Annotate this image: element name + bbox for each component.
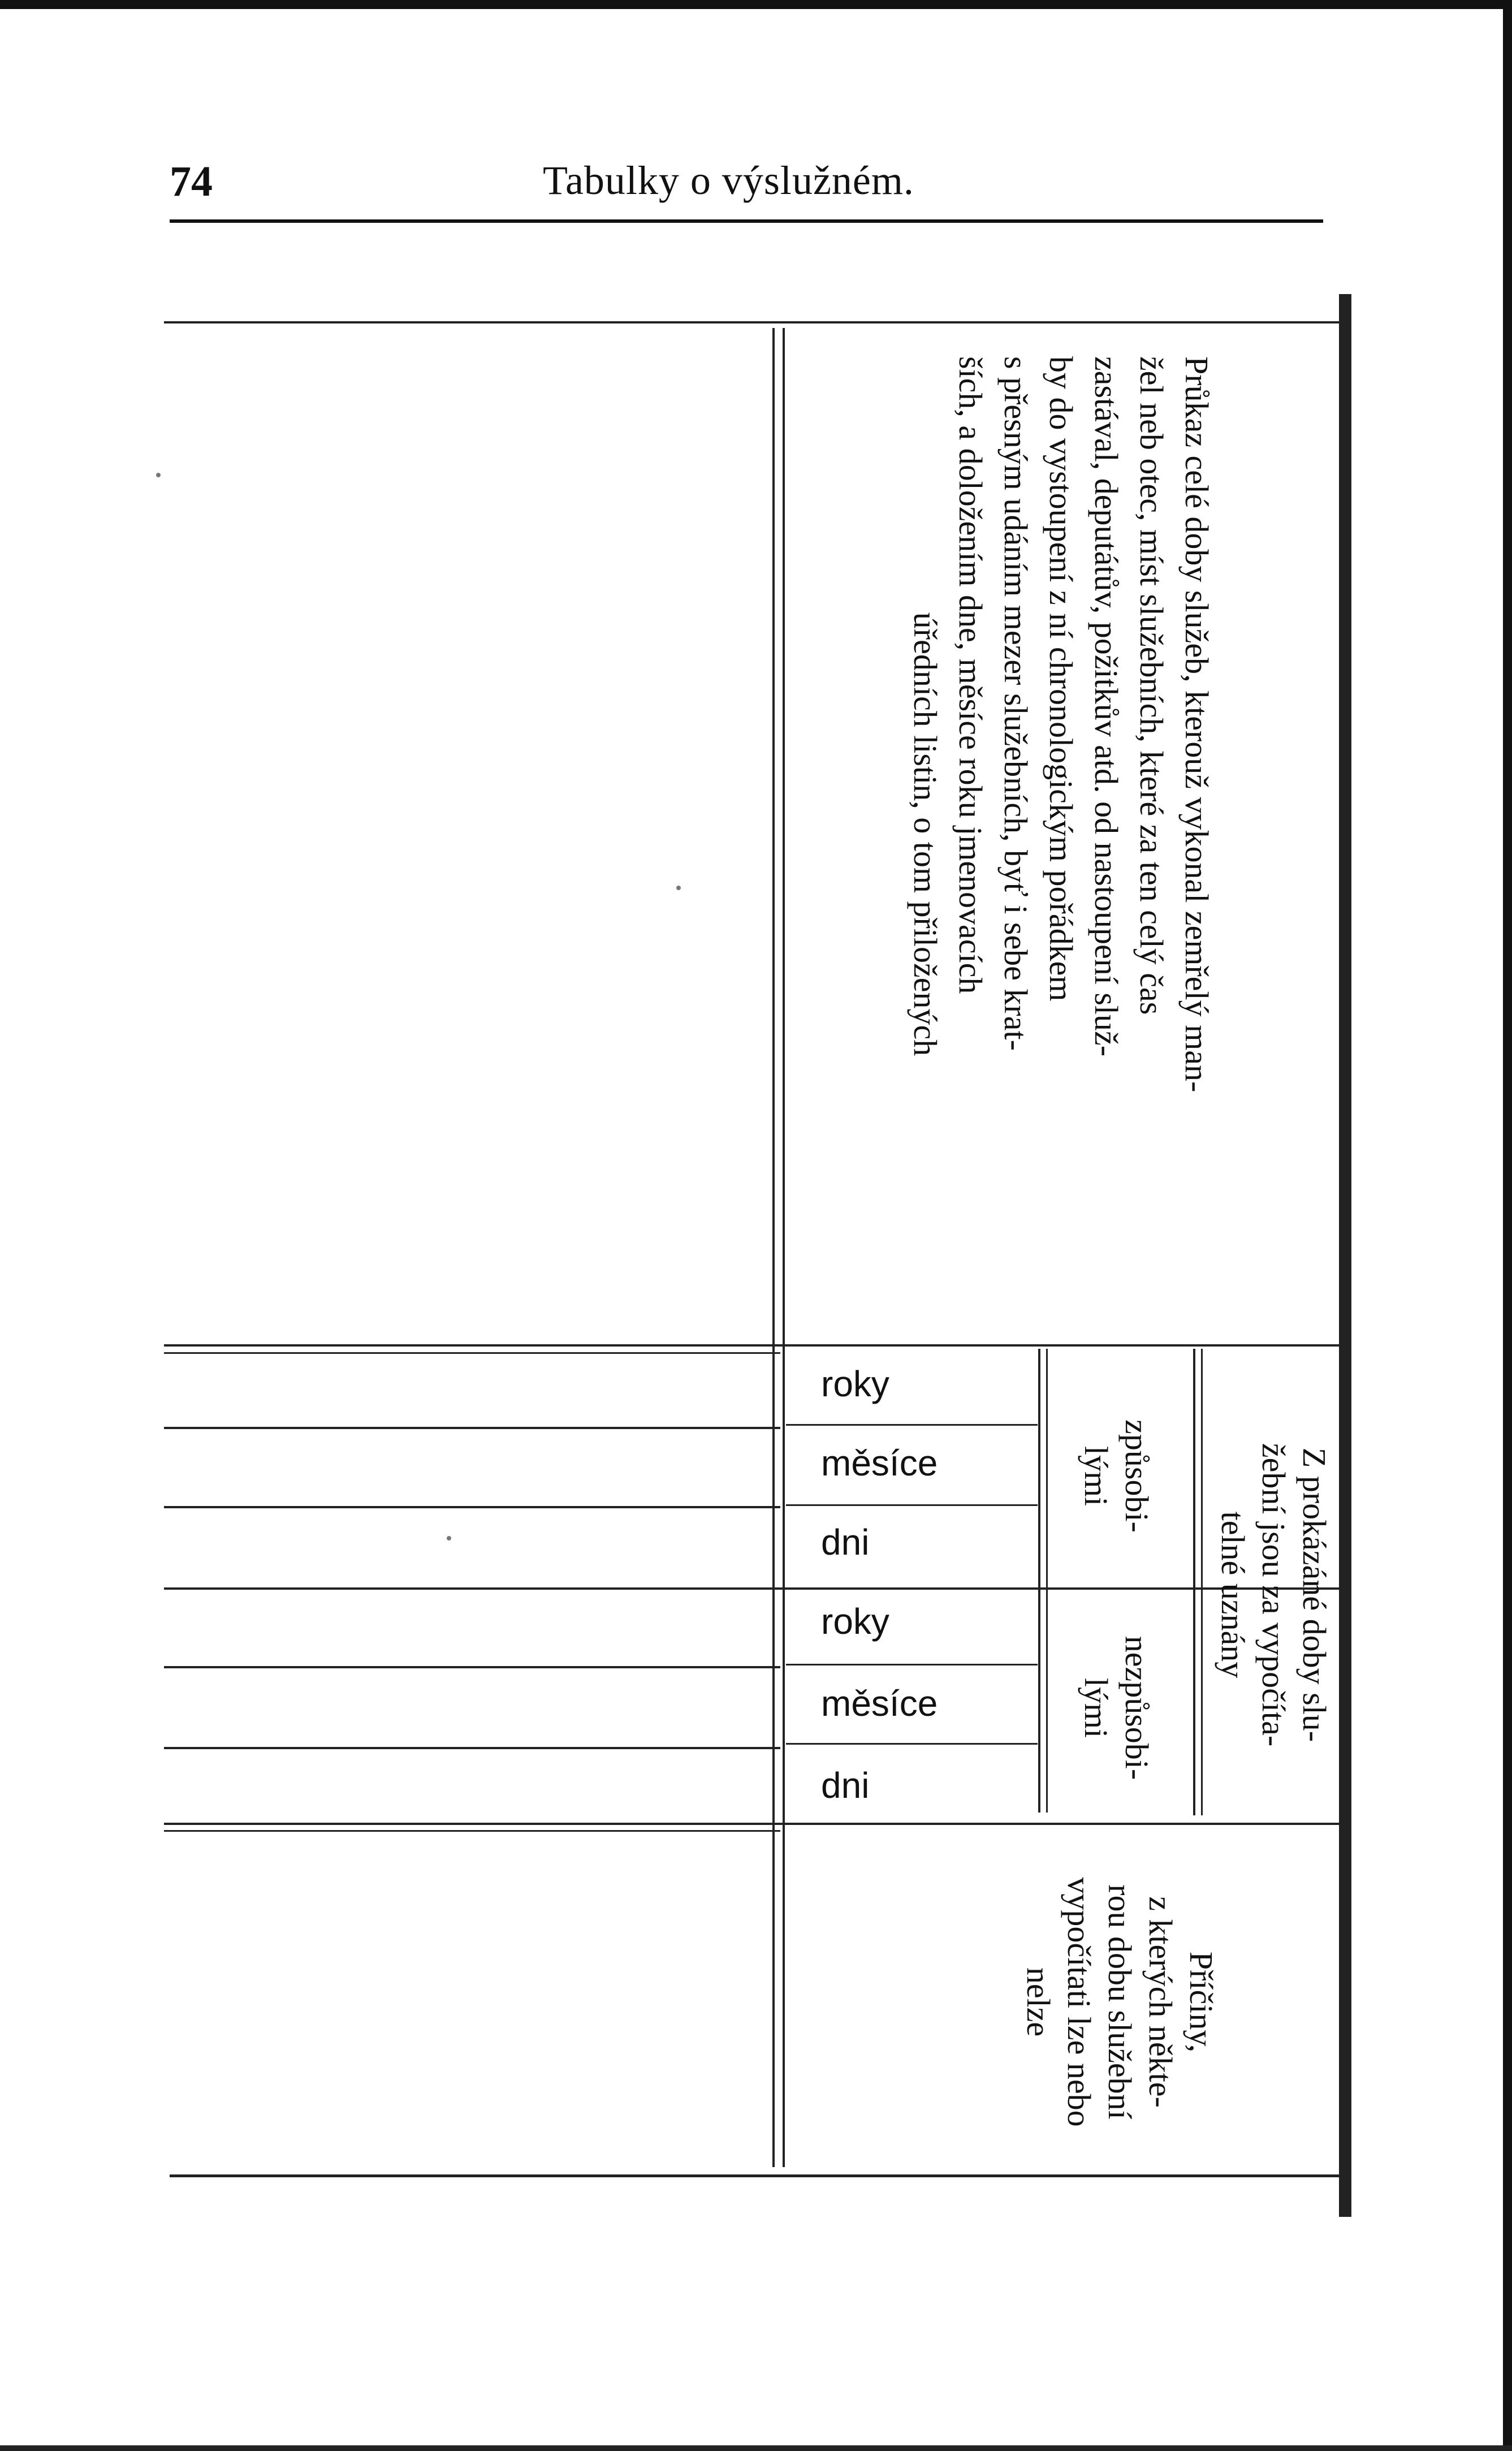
unit-roky-incapable: roky — [821, 1601, 889, 1642]
table-right-border — [1339, 294, 1351, 2217]
unit-mesice-capable: měsíce — [821, 1443, 938, 1483]
reasons-line-4: vypočítati lze nebo — [1061, 1877, 1098, 2127]
capable-incapable-separator — [780, 1587, 1193, 1590]
page-border-bottom — [0, 2445, 1512, 2451]
unit-mesice-incapable: měsíce — [821, 1683, 938, 1724]
main-line-4: by do vystoupení z ní chronologickým pořádkem — [1043, 356, 1079, 1002]
page-border-top — [0, 0, 1512, 9]
capable-line-1: způsobi- — [1118, 1419, 1155, 1533]
table-bottom-border — [170, 2174, 1346, 2177]
units-separator-a — [1038, 1349, 1040, 1813]
running-title: Tabulky o výslužném. — [543, 158, 914, 203]
main-line-3: zastával, deputátův, požitkův atd. od nastoupení služ- — [1088, 356, 1125, 1057]
column-boundary-5 — [164, 1666, 780, 1668]
column-boundary-1b — [164, 1352, 780, 1354]
main-line-1: Průkaz celé doby služeb, kterouž vykonal zemřelý man- — [1178, 356, 1215, 1093]
column-boundary-2 — [164, 1427, 780, 1429]
page-header — [170, 157, 1323, 219]
units-separator-b — [1046, 1349, 1048, 1813]
proven-title-line-3: telné uznány — [1215, 1511, 1251, 1678]
incapable-line-1: nezpůsobi- — [1118, 1636, 1155, 1780]
reasons-line-5: nelze — [1020, 1967, 1057, 2037]
incapable-label — [1075, 1600, 1157, 1815]
scan-speck — [156, 473, 161, 477]
incapable-line-2: lými — [1078, 1677, 1114, 1738]
proven-group-title — [1212, 1380, 1334, 1810]
unit-row-rule-2 — [786, 1504, 1038, 1506]
unit-row-rule-3 — [786, 1664, 1038, 1665]
reasons-column-text — [1018, 1844, 1221, 2160]
unit-roky-capable: roky — [821, 1363, 889, 1404]
page-border-right — [1503, 0, 1512, 2451]
reasons-line-2: z kterých někte- — [1142, 1896, 1179, 2108]
unit-row-rule-4 — [786, 1743, 1038, 1745]
proven-title-line-2: žební jsou za vypočíta- — [1255, 1443, 1292, 1747]
column-boundary-7 — [164, 1823, 1340, 1825]
group-separator-b — [1201, 1349, 1203, 1815]
unit-row-rule-1 — [786, 1424, 1038, 1426]
main-line-2: žel neb otec, míst služebních, které za ten celý čas — [1133, 356, 1170, 1015]
double-rule-a — [772, 328, 775, 2167]
capable-label — [1075, 1380, 1157, 1572]
main-column-text — [902, 356, 1219, 1312]
proven-title-line-1: Z prokázáné doby slu- — [1296, 1447, 1333, 1742]
column-boundary-7b — [164, 1830, 780, 1832]
table-top-border — [164, 321, 1346, 323]
column-boundary-3 — [164, 1506, 780, 1508]
column-boundary-6 — [164, 1747, 780, 1749]
header-rule — [170, 219, 1323, 223]
unit-dni-incapable: dni — [821, 1765, 870, 1806]
scan-speck — [676, 886, 681, 890]
main-line-7: úředních listin, o tom přiložených — [907, 612, 944, 1056]
reasons-line-3: rou dobu služební — [1101, 1884, 1138, 2120]
main-line-6: ších, a doložením dne, měsíce roku jmenovacích — [952, 356, 989, 994]
capable-line-2: lými — [1078, 1445, 1114, 1507]
column-boundary-1 — [164, 1344, 1340, 1347]
double-rule-b — [783, 328, 785, 2167]
scan-speck — [447, 1536, 451, 1540]
group-separator — [1193, 1349, 1195, 1815]
unit-dni-capable: dni — [821, 1522, 870, 1563]
reasons-line-1: Příčiny, — [1183, 1951, 1220, 2053]
main-line-5: s přesným udáním mezer služebních, byť i sebe krat- — [997, 356, 1034, 1051]
page-number: 74 — [170, 158, 213, 205]
